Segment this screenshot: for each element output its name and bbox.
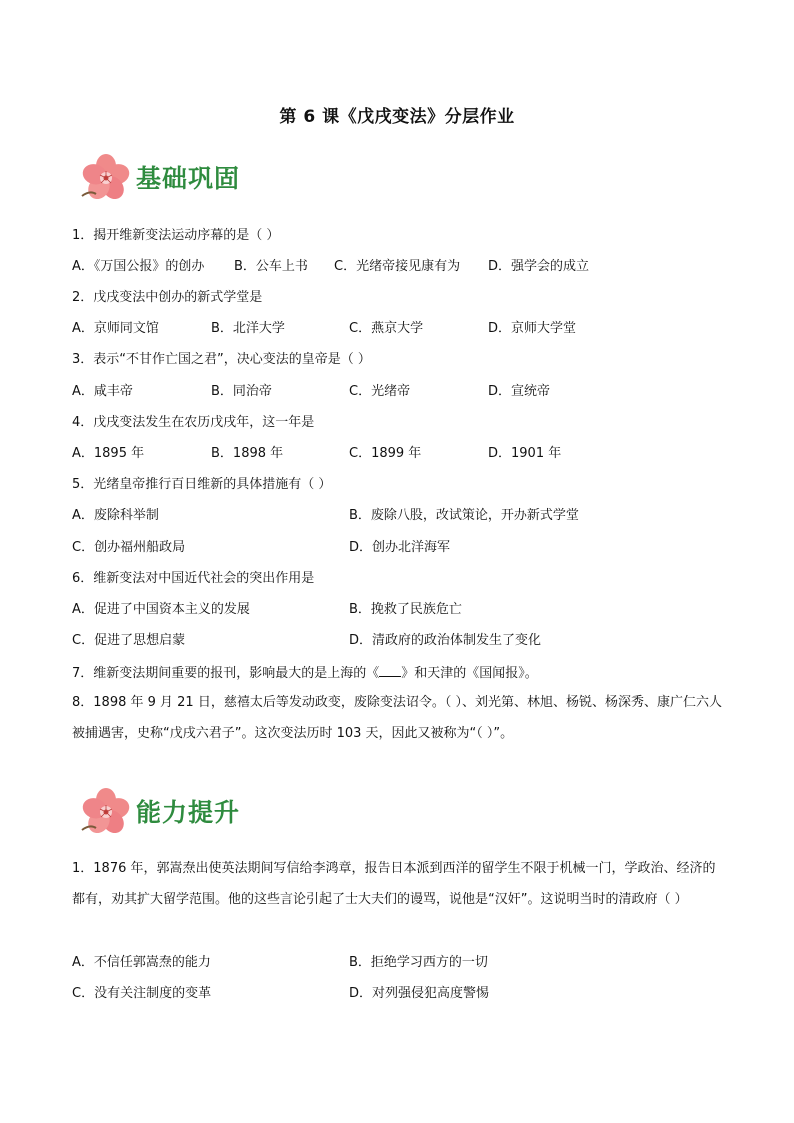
question-stem: 1．揭开维新变法运动序幕的是（ ） <box>72 228 280 243</box>
option-c: C．光绪帝 <box>349 384 411 399</box>
option-a: A．咸丰帝 <box>72 384 133 399</box>
section-header-advanced <box>76 784 336 840</box>
option-b: B．同治帝 <box>211 384 272 399</box>
question-options <box>72 259 722 275</box>
option-a: A．促进了中国资本主义的发展 <box>72 602 250 617</box>
option-d: D．对列强侵犯高度警惕 <box>349 986 490 1001</box>
question-options <box>72 986 722 1002</box>
question-options <box>72 508 722 524</box>
question-stem: 5．光绪皇帝推行百日维新的具体措施有（ ） <box>72 477 332 492</box>
option-a: A．不信任郭嵩焘的能力 <box>72 955 211 970</box>
question-text: 7．维新变法期间重要的报刊，影响最大的是上海的《 <box>72 666 380 681</box>
option-b: B．北洋大学 <box>211 321 285 336</box>
option-d: D．创办北洋海军 <box>349 540 451 555</box>
option-b: B．1898 年 <box>211 446 284 461</box>
option-d: D．1901 年 <box>488 446 562 461</box>
option-b: B．废除八股，改试策论，开办新式学堂 <box>349 508 579 523</box>
question-options <box>72 321 722 337</box>
question-text: 》和天津的《国闻报》。 <box>401 666 538 681</box>
question-options <box>72 955 722 971</box>
question-stem: 4．戊戌变法发生在农历戊戌年，这一年是 <box>72 415 315 430</box>
option-b: B．公车上书 <box>234 259 308 274</box>
option-b: B．挽救了民族危亡 <box>349 602 462 617</box>
question-options <box>72 540 722 556</box>
question-paragraph: 8．1898 年 9 月 21 日，慈禧太后等发动政变，废除变法诏令。（ ）、刘光第、林旭、杨锐、杨深秀、康广仁六人被捕遇害，史称“戊戌六君子”。这次变法历时 103 天，因此又被称为“（ ）”。 <box>72 695 722 741</box>
question-stem: 3．表示“不甘作亡国之君”，决心变法的皇帝是（ ） <box>72 352 371 367</box>
question-options <box>72 633 722 649</box>
option-d: D．强学会的成立 <box>488 259 590 274</box>
option-c: C．燕京大学 <box>349 321 424 336</box>
answer-blank[interactable] <box>379 664 401 677</box>
page-title: 第 6 课《戊戌变法》分层作业 <box>279 107 515 127</box>
option-d: D．清政府的政治体制发生了变化 <box>349 633 542 648</box>
section-title-basic: 基础巩固 <box>136 164 241 193</box>
option-b: B．拒绝学习西方的一切 <box>349 955 488 970</box>
option-a: A．废除科举制 <box>72 508 159 523</box>
section-title-advanced: 能力提升 <box>136 798 241 827</box>
question-options <box>72 384 722 400</box>
option-d: D．京师大学堂 <box>488 321 577 336</box>
question-stem: 6．维新变法对中国近代社会的突出作用是 <box>72 571 315 586</box>
option-c: C．没有关注制度的变革 <box>72 986 212 1001</box>
question-paragraph: 1．1876 年，郭嵩焘出使英法期间写信给李鸿章，报告日本派到西洋的留学生不限于机械一门，学政治、经济的都有，劝其扩大留学范围。他的这些言论引起了士大夫们的谩骂，说他是“汉奸”。这说明当时的清政府（ ） <box>72 861 716 907</box>
question-options <box>72 446 722 462</box>
fill-in-question <box>72 664 538 682</box>
question-options <box>72 602 722 618</box>
option-a: A．《万国公报》的创办 <box>72 259 205 274</box>
option-d: D．宣统帝 <box>488 384 551 399</box>
option-a: A．京师同文馆 <box>72 321 159 336</box>
option-c: C．创办福州船政局 <box>72 540 186 555</box>
option-c: C．1899 年 <box>349 446 422 461</box>
plum-blossom-icon <box>76 784 134 840</box>
option-a: A．1895 年 <box>72 446 145 461</box>
section-header-basic <box>76 150 336 206</box>
option-c: C．光绪帝接见康有为 <box>334 259 461 274</box>
plum-blossom-icon <box>76 150 134 206</box>
question-stem: 2．戊戌变法中创办的新式学堂是 <box>72 290 263 305</box>
option-c: C．促进了思想启蒙 <box>72 633 186 648</box>
